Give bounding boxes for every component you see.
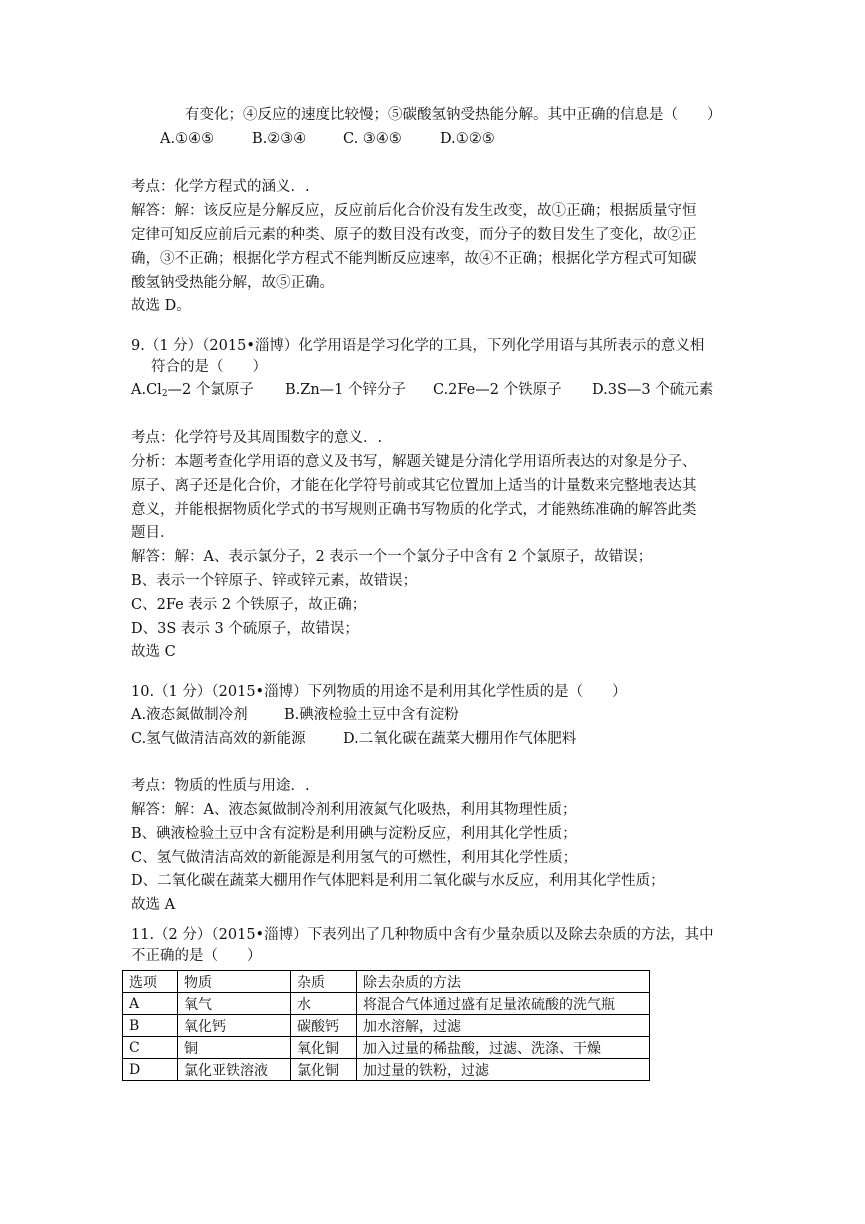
q9-fenxi-1: 分析：本题考查化学用语的意义及书写，解题关键是分清化学用语所表达的对象是分子、 <box>131 454 697 470</box>
table-cell: 氧化铜 <box>291 1037 357 1059</box>
q10-options-row1 <box>131 705 459 725</box>
table-row <box>123 1015 650 1037</box>
q9-option-a: $A.Cl_2—2$ 个氯原子 <box>131 382 254 399</box>
q10-option-c: C.氢气做清洁高效的新能源 <box>131 731 306 747</box>
q8-jieda-2: 定律可知反应前后元素的种类、原子的数目没有改变，而分子的数目发生了变化，故②正 <box>131 227 697 243</box>
q11-stem-2: 不正确的是（ ） <box>131 948 262 964</box>
q11-stem-1: 11.（2 分）（2015•淄博）下表列出了几种物质中含有少量杂质以及除去杂质的方法，其中 <box>131 927 714 943</box>
q9-option-d: D.3S—3 个硫元素 <box>592 382 714 398</box>
table-cell: 加入过量的稀盐酸，过滤、洗涤、干燥 <box>357 1037 650 1059</box>
table-cell: 铜 <box>178 1037 291 1059</box>
q8-answer: 故选 D。 <box>131 298 191 314</box>
q9-jieda-2: B、表示一个锌原子、锌或锌元素，故错误； <box>131 573 418 589</box>
q8-option-a: A.①④⑤ <box>160 131 215 147</box>
q10-option-d: D.二氧化碳在蔬菜大棚用作气体肥料 <box>343 731 577 747</box>
q10-jieda-2: B、碘液检验土豆中含有淀粉是利用碘与淀粉反应，利用其化学性质； <box>131 826 577 842</box>
q10-jieda-3: C、氢气做清洁高效的新能源是利用氢气的可燃性，利用其化学性质； <box>131 850 578 866</box>
table-header-cell: 杂质 <box>291 971 357 993</box>
table-cell: C <box>123 1037 178 1059</box>
q9-stem-2: 符合的是（ ） <box>151 359 267 375</box>
q8-jieda-3: 确，③不正确；根据化学方程式不能判断反应速率，故④不正确；根据化学方程式可知碳 <box>131 251 697 267</box>
table-cell: 加水溶解，过滤 <box>357 1015 650 1037</box>
table-cell: 氯化亚铁溶液 <box>178 1059 291 1081</box>
q9-jieda-1: 解答：解：A、表示氯分子，2 表示一个一个氯分子中含有 2 个氯原子，故错误； <box>131 549 653 565</box>
table-cell: 氯化铜 <box>291 1059 357 1081</box>
q8-option-d: D.①②⑤ <box>440 131 495 147</box>
q10-jieda-1: 解答：解：A、液态氮做制冷剂利用液氮气化吸热，利用其物理性质； <box>131 802 577 818</box>
table-header-row <box>123 971 650 993</box>
table-header-cell: 物质 <box>178 971 291 993</box>
q9-option-c: C.2Fe—2 个铁原子 <box>433 382 562 398</box>
q8-option-c: C. ③④⑤ <box>343 131 402 147</box>
q10-jieda-4: D、二氧化碳在蔬菜大棚用作气体肥料是利用二氧化碳与水反应，利用其化学性质； <box>131 873 665 889</box>
table-header-cell: 选项 <box>123 971 178 993</box>
q8-kaodian: 考点：化学方程式的涵义．. <box>131 179 310 195</box>
q10-option-a: A.液态氮做制冷剂 <box>131 707 248 723</box>
table-cell: 水 <box>291 993 357 1015</box>
q9-answer: 故选 C <box>131 644 176 660</box>
q9-jieda-4: D、3S 表示 3 个硫原子，故错误； <box>131 621 359 637</box>
q9-jieda-3: C、2Fe 表示 2 个铁原子，故正确； <box>131 597 367 613</box>
table-row <box>123 993 650 1015</box>
q9-kaodian: 考点：化学符号及其周围数字的意义．. <box>131 430 383 446</box>
q9-stem-1: 9.（1 分）（2015•淄博）化学用语是学习化学的工具，下列化学用语与其所表示的意义相 <box>131 338 705 354</box>
table-cell: B <box>123 1015 178 1037</box>
q10-kaodian: 考点：物质的性质与用途．. <box>131 778 310 794</box>
q8-options <box>160 129 495 149</box>
q10-stem: 10.（1 分）（2015•淄博）下列物质的用途不是利用其化学性质的是（ ） <box>131 684 627 700</box>
table-header-cell: 除去杂质的方法 <box>357 971 650 993</box>
q8-jieda-4: 酸氢钠受热能分解，故⑤正确。 <box>131 275 334 291</box>
table-row <box>123 1037 650 1059</box>
table-row <box>123 1059 650 1081</box>
q9-fenxi-4: 题目． <box>131 525 175 541</box>
table-cell: D <box>123 1059 178 1081</box>
q9-fenxi-3: 意义，并能根据物质化学式的书写规则正确书写物质的化学式，才能熟练准确的解答此类 <box>131 502 697 518</box>
table-cell: 氧化钙 <box>178 1015 291 1037</box>
q9-option-b: B.Zn—1 个锌分子 <box>285 382 407 398</box>
q8-option-b: B.②③④ <box>252 131 307 147</box>
q9-options <box>131 380 713 404</box>
table-cell: 加过量的铁粉，过滤 <box>357 1059 650 1081</box>
table-cell: 碳酸钙 <box>291 1015 357 1037</box>
q10-options-row2 <box>131 729 576 749</box>
table-cell: A <box>123 993 178 1015</box>
impurity-table <box>122 970 650 1081</box>
q8-stem-tail: 有变化；④反应的速度比较慢；⑤碳酸氢钠受热能分解。其中正确的信息是（ ） <box>185 107 722 123</box>
q9-fenxi-2: 原子、离子还是化合价，才能在化学符号前或其它位置加上适当的计量数来完整地表达其 <box>131 478 697 494</box>
table-cell: 将混合气体通过盛有足量浓硫酸的洗气瓶 <box>357 993 650 1015</box>
q8-jieda-1: 解答：解：该反应是分解反应，反应前后化合价没有发生改变，故①正确；根据质量守恒 <box>131 203 697 219</box>
table-cell: 氧气 <box>178 993 291 1015</box>
q10-option-b: B.碘液检验土豆中含有淀粉 <box>284 707 459 723</box>
q10-answer: 故选 A <box>131 897 176 913</box>
